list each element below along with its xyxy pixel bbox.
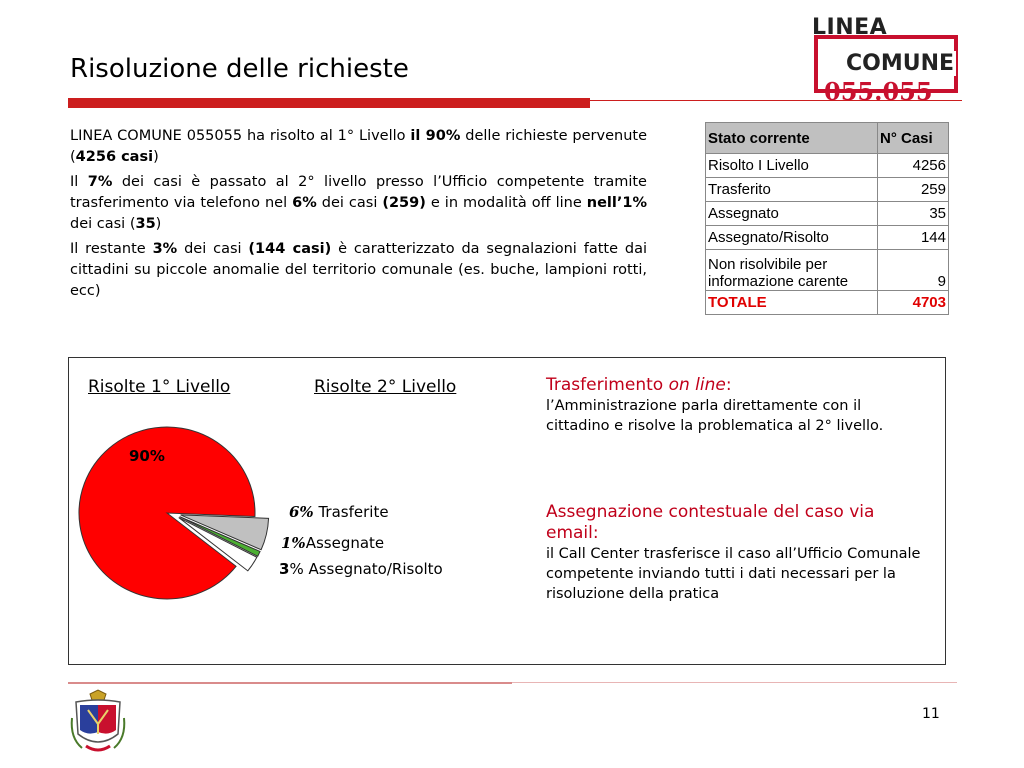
pie-label-transfer: 6% Trasferite (289, 503, 389, 521)
row-label: Assegnato/Risolto (706, 226, 878, 250)
logo-line1: LINEA (812, 15, 888, 40)
intro-paragraph: Il restante 3% dei casi (144 casi) è caratterizzato da segnalazioni fatte dai cittadini su piccole anomalie del territorio comunale (es. buche, lampioni rotti, ecc) (70, 241, 647, 299)
annotation-online-transfer (546, 375, 926, 436)
table-row (706, 250, 949, 291)
row-label: Assegnato (706, 202, 878, 226)
heading-level2: Risolte 2° Livello (314, 377, 457, 397)
table-row (706, 226, 949, 250)
title-divider (68, 98, 590, 108)
logo-line2: COMUNE (846, 51, 955, 76)
page-number: 11 (922, 706, 940, 722)
stats-table (705, 122, 949, 315)
intro-text (70, 126, 647, 306)
row-value: 4256 (878, 154, 949, 178)
total-value: 4703 (878, 291, 949, 315)
pie-slice (79, 427, 255, 599)
pie-label-assigned: 1%Assegnate (281, 534, 385, 552)
row-label: Risolto I Livello (706, 154, 878, 178)
table-row (706, 178, 949, 202)
annotation-email-assignment (546, 502, 926, 604)
footer-divider (68, 682, 512, 684)
row-label: Non risolvibile per informazione carente (706, 250, 878, 291)
table-header-row (706, 123, 949, 154)
pie-chart (60, 420, 300, 600)
annotation-body: il Call Center trasferisce il caso all’Ufficio Comunale competente inviando tutti i dati necessari per la risoluzione della pratica (546, 546, 921, 602)
page-title: Risoluzione delle richieste (70, 54, 409, 84)
annotation-title: Trasferimento on line: (546, 375, 732, 395)
pie-label-assigned-resolved: 3% Assegnato/Risolto (279, 560, 443, 578)
table-total-row (706, 291, 949, 315)
total-label: TOTALE (706, 291, 878, 315)
heading-level1: Risolte 1° Livello (88, 377, 231, 397)
table-row (706, 202, 949, 226)
annotation-title: Assegnazione contestuale del caso via email: (546, 502, 875, 543)
linea-comune-logo (812, 15, 962, 106)
row-value: 259 (878, 178, 949, 202)
intro-paragraph: LINEA COMUNE 055055 ha risolto al 1° Livello il 90% delle richieste pervenute (4256 casi) (70, 128, 647, 165)
pie-label-90: 90% (129, 447, 165, 465)
coat-of-arms-icon (68, 688, 128, 758)
column-header-state: Stato corrente (706, 123, 878, 154)
table-row (706, 154, 949, 178)
footer-divider-thin (512, 682, 957, 683)
row-label: Trasferito (706, 178, 878, 202)
row-value: 9 (878, 250, 949, 291)
annotation-body: l’Amministrazione parla direttamente con il cittadino e risolve la problematica al 2° livello. (546, 398, 884, 434)
row-value: 35 (878, 202, 949, 226)
column-header-count: N° Casi (878, 123, 949, 154)
intro-paragraph: Il 7% dei casi è passato al 2° livello presso l’Ufficio competente tramite trasferimento via telefono nel 6% dei casi (259) e in modalità off line nell’1% dei casi (35) (70, 174, 647, 232)
logo-line3: 055.055 (824, 77, 933, 106)
row-value: 144 (878, 226, 949, 250)
